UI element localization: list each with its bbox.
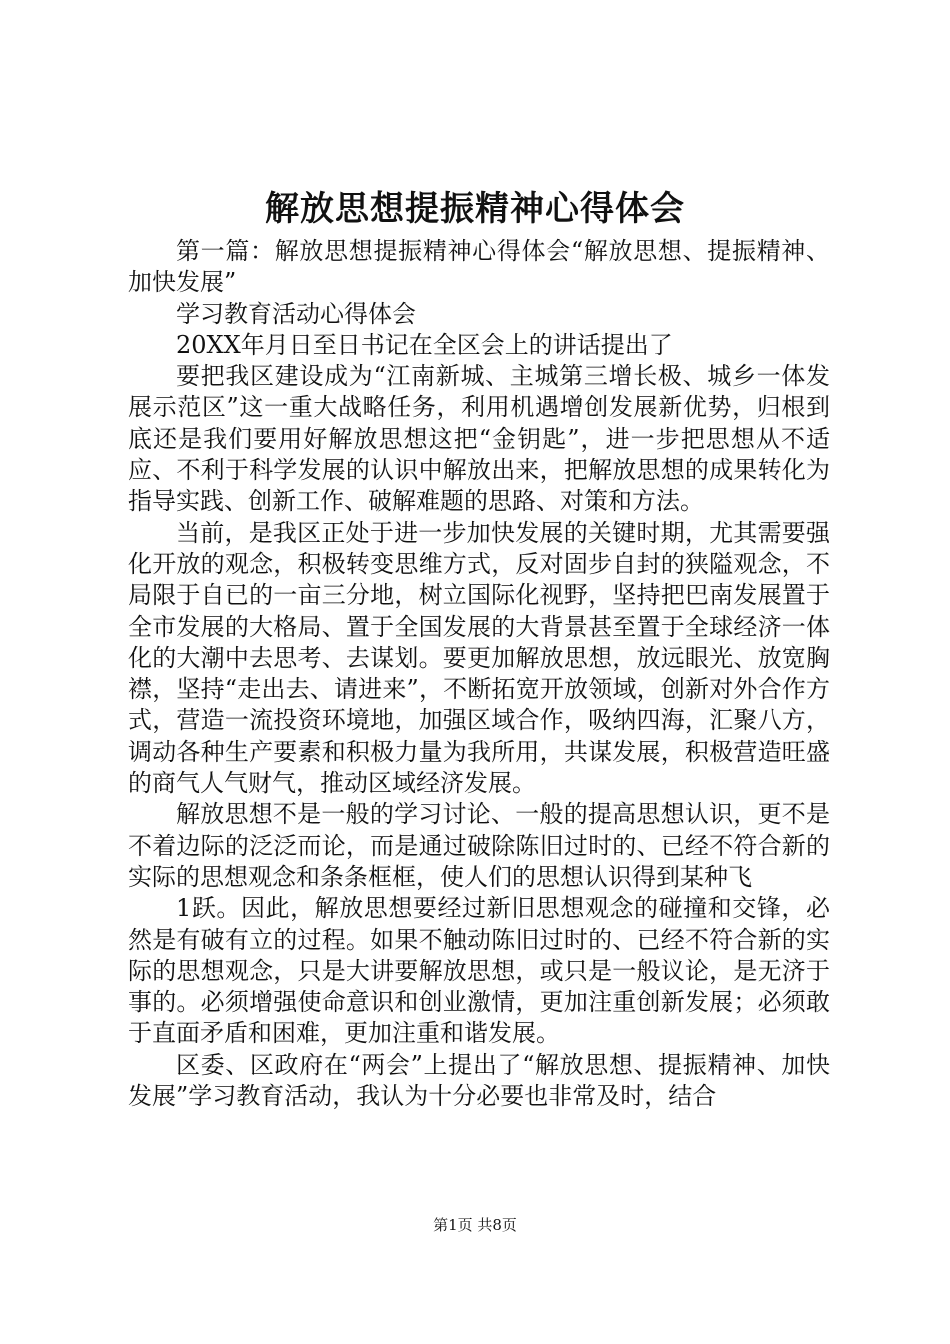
page-footer: 第1页 共8页 (433, 1216, 517, 1234)
paragraph: 1跃。因此，解放思想要经过新旧思想观念的碰撞和交锋，必然是有破有立的过程。如果不触动陈旧过时的、已经不符合新的实际的思想观念，只是大讲要解放思想，或只是一般议论，是无济于事的。必须增强使命意识和创业激情，更加注重创新发展；必须敢于直面矛盾和困难，更加注重和谐发展。 (128, 894, 830, 1048)
document-body (128, 236, 830, 1112)
paragraph: 学习教育活动心得体会 (176, 299, 416, 328)
paragraph: 当前，是我区正处于进一步加快发展的关键时期，尤其需要强化开放的观念，积极转变思维方式，反对固步自封的狭隘观念，不局限于自已的一亩三分地，树立国际化视野，坚持把巴南发展置于全市发展的大格局、置于全国发展的大背景甚至置于全球经济一体化的大潮中去思考、去谋划。要更加解放思想，放远眼光、放宽胸襟，坚持“走出去、请进来”，不断拓宽开放领域，创新对外合作方式，营造一流投资环境地，加强区域合作，吸纳四海，汇聚八方，调动各种生产要素和积极力量为我所用，共谋发展，积极营造旺盛的商气人气财气，推动区域经济发展。 (128, 518, 830, 798)
paragraph: 要把我区建设成为“江南新城、主城第三增长极、城乡一体发展示范区”这一重大战略任务，利用机遇增创发展新优势，归根到底还是我们要用好解放思想这把“金钥匙”，进一步把思想从不适应、不利于科学发展的认识中解放出来，把解放思想的成果转化为指导实践、创新工作、破解难题的思路、对策和方法。 (128, 362, 830, 516)
document-title: 解放思想提振精神心得体会 (265, 189, 685, 229)
paragraph: 20XX年月日至日书记在全区会上的讲话提出了 (176, 330, 673, 359)
paragraph: 解放思想不是一般的学习讨论、一般的提高思想认识，更不是不着边际的泛泛而论，而是通过破除陈旧过时的、已经不符合新的实际的思想观念和条条框框，使人们的思想认识得到某种飞 (128, 800, 830, 891)
paragraph: 第一篇：解放思想提振精神心得体会“解放思想、提振精神、加快发展” (128, 237, 830, 297)
paragraph: 区委、区政府在“两会”上提出了“解放思想、提振精神、加快发展”学习教育活动，我认为十分必要也非常及时，结合 (128, 1050, 830, 1111)
